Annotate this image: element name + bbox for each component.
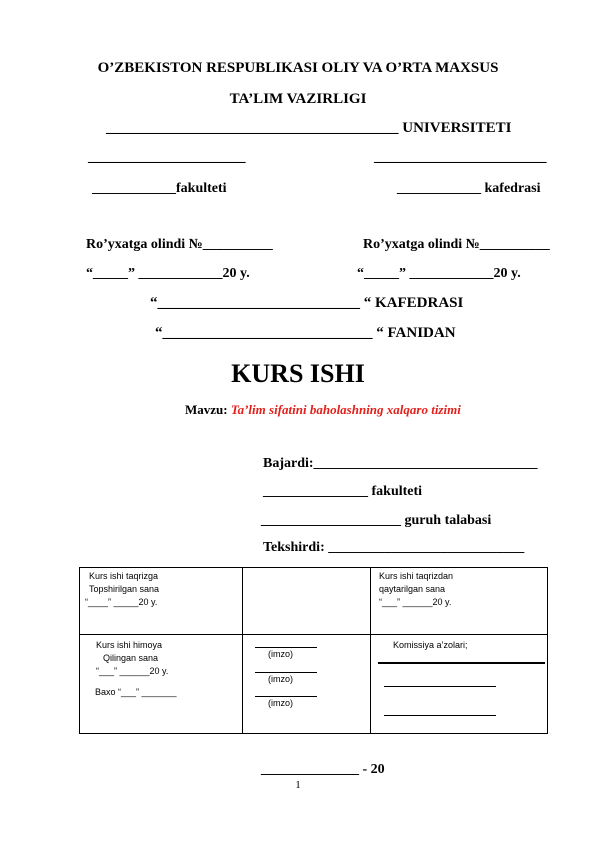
submitted-line-1: Kurs ishi taqrizga	[89, 571, 159, 581]
left-blank-line: _____________________	[88, 149, 246, 165]
kafedra-name-line: “___________________________ “ KAFEDRASI	[150, 295, 464, 311]
university-line	[106, 120, 511, 137]
approval-table	[79, 567, 548, 734]
university-label: UNIVERSITETI	[398, 120, 512, 136]
topic-label: Mavzu:	[185, 402, 228, 417]
ministry-line-1: O’ZBEKISTON RESPUBLIKASI OLIY VA O’RTA MAXSUS	[97, 60, 499, 76]
signature-line-3	[255, 696, 317, 697]
topic-line	[185, 402, 461, 418]
returned-line-2: qaytarilgan sana	[379, 584, 446, 594]
signature-label-3: (imzo)	[268, 698, 293, 708]
faculty-line: ____________fakulteti	[92, 181, 227, 196]
page-number: 1	[295, 779, 301, 791]
fan-name-line: “____________________________ “ FANIDAN	[155, 325, 456, 341]
grade-line: Baxo “___” _______	[95, 687, 177, 697]
student-faculty-line: _______________ fakulteti	[263, 484, 423, 499]
registration-right-date: “_____” ____________20 y.	[357, 266, 521, 281]
registration-right-no: Ro’yxatga olindi №__________	[363, 237, 550, 252]
group-line: ____________________ guruh talabasi	[261, 513, 492, 528]
commission-line-1	[378, 662, 545, 664]
kafedra-line: ____________ kafedrasi	[397, 181, 541, 196]
ministry-line-2: TA’LIM VAZIRLIGI	[229, 91, 367, 107]
commission-line-3	[384, 715, 496, 716]
defended-line-1: Kurs ishi himoya	[96, 640, 163, 650]
submitted-date: “____” _____20 y.	[85, 597, 158, 607]
signature-line-2	[255, 672, 317, 673]
registration-left-date: “_____” ____________20 y.	[86, 266, 250, 281]
submitted-line-2: Topshirilgan sana	[89, 584, 160, 594]
table-cell-submitted	[80, 568, 243, 635]
signature-label-1: (imzo)	[268, 649, 293, 659]
table-cell-returned	[371, 568, 548, 635]
table-cell-empty	[243, 568, 371, 635]
right-blank-line: _______________________	[374, 149, 547, 165]
defended-date: “___” ______20 y.	[96, 666, 169, 676]
table-cell-signatures	[243, 635, 371, 734]
signature-line-1	[255, 647, 317, 648]
commission-title: Komissiya a’zolari;	[393, 640, 468, 650]
signature-label-2: (imzo)	[268, 674, 293, 684]
year-line: ______________ - 20	[261, 762, 385, 777]
table-cell-commission	[371, 635, 548, 734]
table-cell-defended	[80, 635, 243, 734]
defended-line-2: Qilingan sana	[103, 653, 159, 663]
document-title: KURS ISHI	[231, 359, 365, 388]
returned-date: “___” ______20 y.	[379, 597, 452, 607]
commission-line-2	[384, 686, 496, 687]
tekshirdi-line: Tekshirdi: ____________________________	[263, 540, 525, 555]
topic-value: Ta’lim sifatini baholashning xalqaro tizimi	[230, 402, 461, 417]
bajardi-line: Bajardi:________________________________	[263, 456, 538, 471]
returned-line-1: Kurs ishi taqrizdan	[379, 571, 454, 581]
university-blank: _______________________________________	[106, 120, 399, 136]
registration-left-no: Ro’yxatga olindi №__________	[86, 237, 273, 252]
